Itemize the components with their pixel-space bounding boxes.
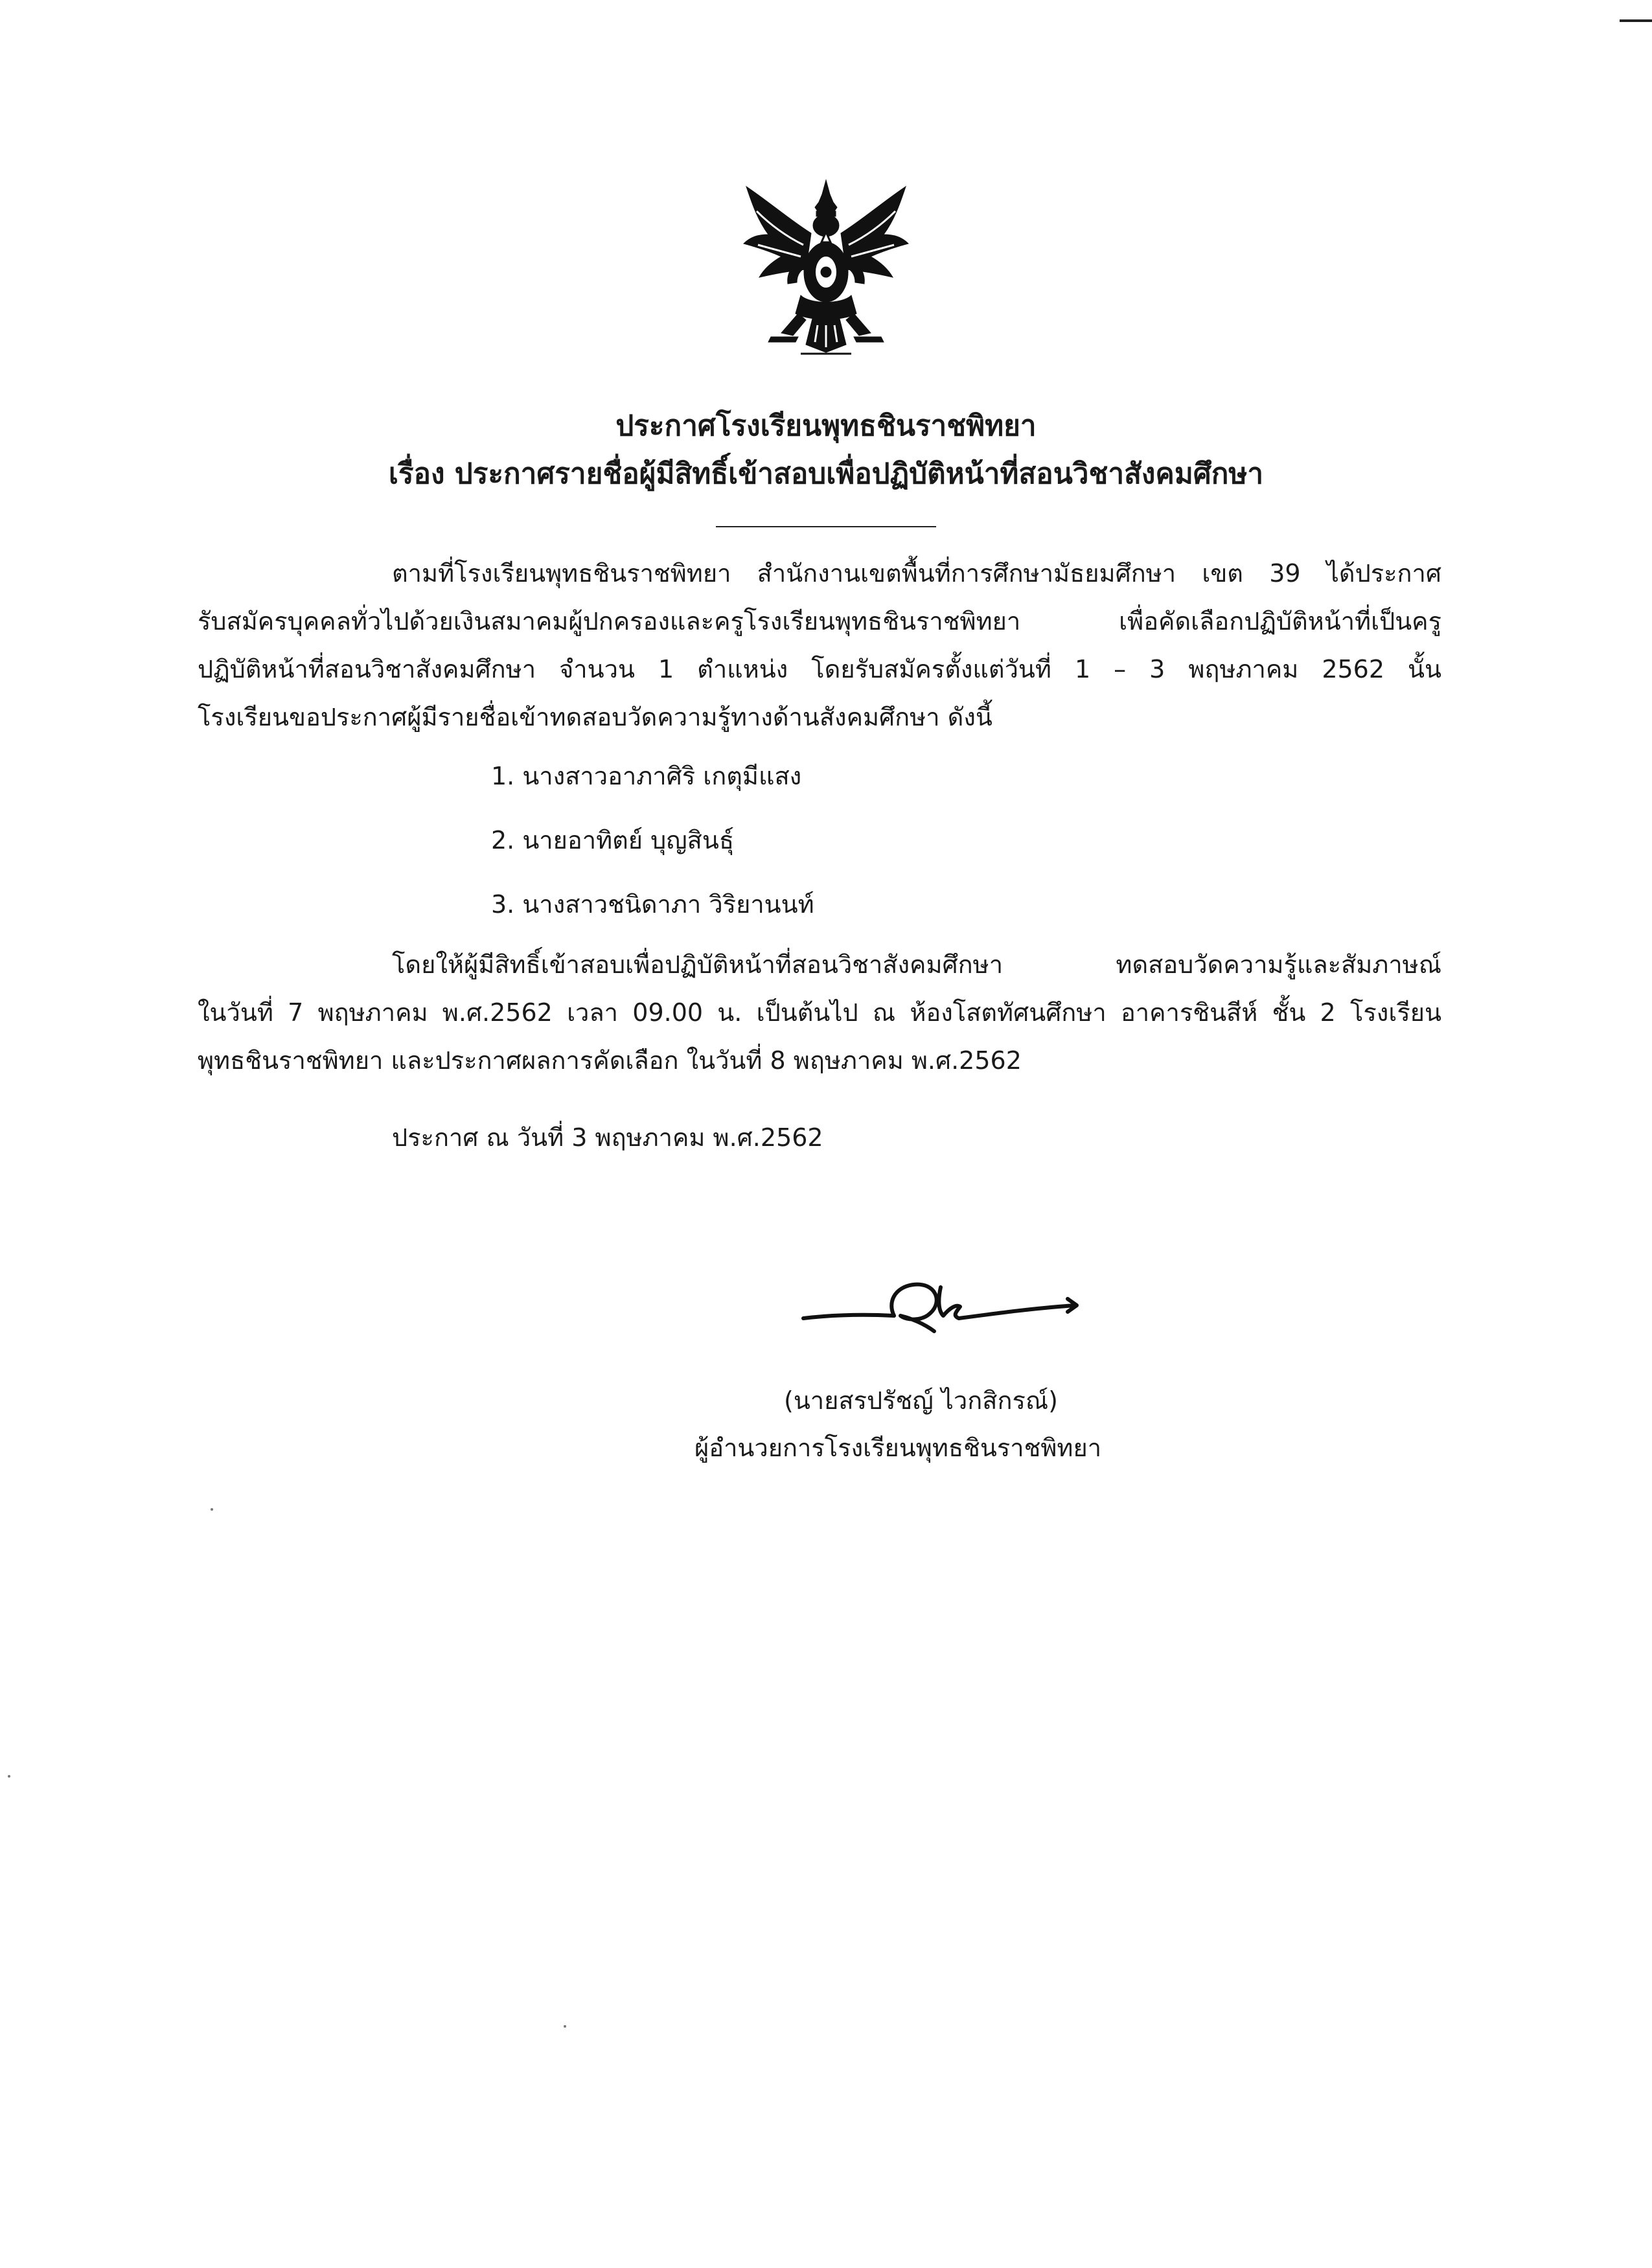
candidate-item-1: 1. นางสาวอาภาศิริ เกตุมีแสง xyxy=(491,762,802,790)
paragraph2-line-3: พุทธชินราชพิทยา และประกาศผลการคัดเลือก ในวันที่ 8 พฤษภาคม พ.ศ.2562 xyxy=(198,1046,1022,1075)
candidate-item-2: 2. นายอาทิตย์ บุญสินธุ์ xyxy=(491,826,735,854)
scan-speck xyxy=(211,1508,213,1511)
paragraph1-line-2: รับสมัครบุคคลทั่วไปด้วยเงินสมาคมผู้ปกครองและครูโรงเรียนพุทธชินราชพิทยา เพื่อคัดเลือกปฏิบัติหน้าที่เป็นครู xyxy=(198,607,1441,636)
scan-edge-mark xyxy=(1620,19,1652,22)
paragraph1-line-4: โรงเรียนขอประกาศผู้มีรายชื่อเข้าทดสอบวัดความรู้ทางด้านสังคมศึกษา ดังนี้ xyxy=(198,703,992,731)
paragraph1-line-1: ตามที่โรงเรียนพุทธชินราชพิทยา สำนักงานเขตพื้นที่การศึกษามัธยมศึกษา เขต 39 ได้ประกาศ xyxy=(392,559,1441,588)
signatory-position: ผู้อำนวยการโรงเรียนพุทธชินราชพิทยา xyxy=(694,1434,1102,1462)
paragraph2-line-1: โดยให้ผู้มีสิทธิ์เข้าสอบเพื่อปฏิบัติหน้าที่สอนวิชาสังคมศึกษา ทดสอบวัดความรู้และสัมภาษณ์ xyxy=(392,950,1441,979)
garuda-emblem-icon xyxy=(739,175,913,360)
announcement-subject: เรื่อง ประกาศรายชื่อผู้มีสิทธิ์เข้าสอบเพื่อปฏิบัติหน้าที่สอนวิชาสังคมศึกษา xyxy=(388,457,1264,490)
scan-speck xyxy=(564,2025,566,2028)
signatory-name: (นายสรปรัชญ์ ไวกสิกรณ์) xyxy=(784,1386,1058,1415)
announcement-title: ประกาศโรงเรียนพุทธชินราชพิทยา xyxy=(615,409,1037,442)
paragraph2-line-2: ในวันที่ 7 พฤษภาคม พ.ศ.2562 เวลา 09.00 น. เป็นต้นไป ณ ห้องโสตทัศนศึกษา อาคารชินสีห์ ชั้น 2 โรงเรียน xyxy=(198,998,1441,1027)
paragraph1-line-3: ปฏิบัติหน้าที่สอนวิชาสังคมศึกษา จำนวน 1 ตำแหน่ง โดยรับสมัครตั้งแต่วันที่ 1 – 3 พฤษภาคม 2562 นั้น xyxy=(198,655,1441,683)
handwritten-signature xyxy=(797,1273,1082,1354)
announcement-date: ประกาศ ณ วันที่ 3 พฤษภาคม พ.ศ.2562 xyxy=(392,1123,823,1152)
scan-speck xyxy=(8,1775,10,1778)
candidate-item-3: 3. นางสาวชนิดาภา วิริยานนท์ xyxy=(491,890,814,919)
title-divider xyxy=(716,526,936,527)
